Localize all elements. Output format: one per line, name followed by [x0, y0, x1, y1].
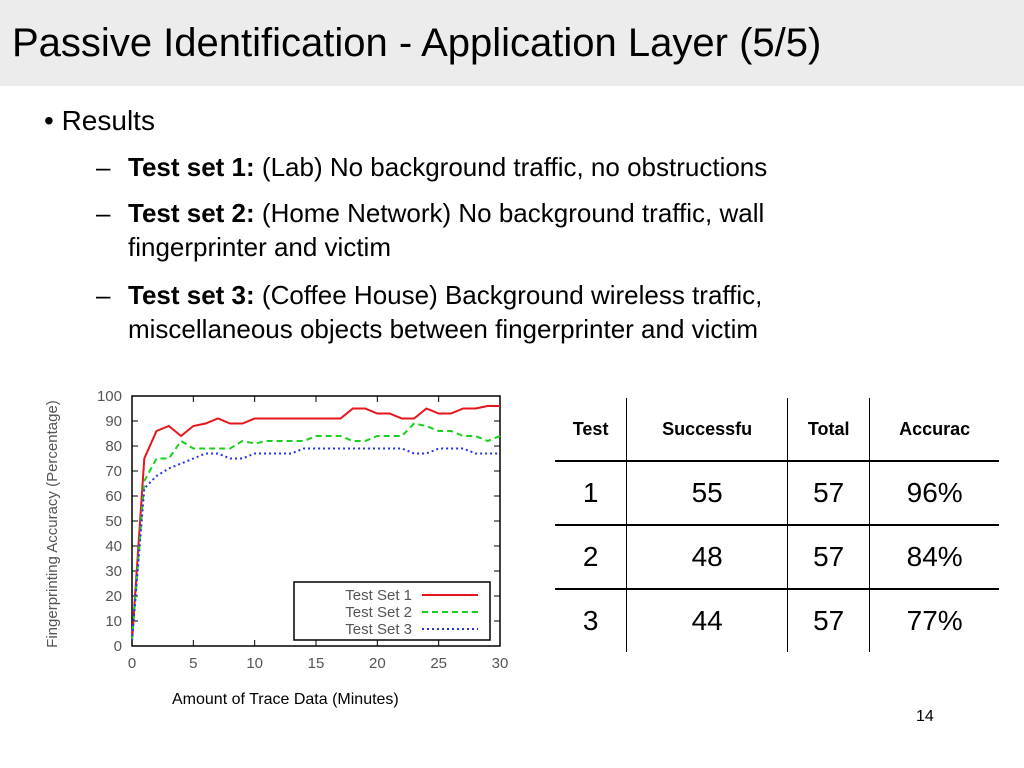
header-test: Test [555, 398, 627, 461]
test-set-1-text: (Lab) No background traffic, no obstructions [254, 152, 768, 182]
test-set-1-label: Test set 1: [128, 152, 255, 182]
dash-marker: – [96, 280, 111, 310]
y-tick-label: 60 [105, 488, 122, 505]
page-number: 14 [916, 708, 934, 725]
test-set-2-label: Test set 2: [128, 198, 255, 228]
results-table [555, 398, 999, 652]
x-tick-label: 30 [491, 655, 509, 672]
cell-total: 57 [788, 461, 870, 525]
dash-marker: – [96, 152, 111, 182]
cell-accuracy: 84% [870, 525, 999, 589]
x-tick-label: 25 [430, 655, 448, 672]
test-set-3-label: Test set 3: [128, 280, 255, 310]
cell-test: 3 [582, 605, 599, 636]
test-set-1-item [96, 150, 926, 184]
x-tick-label: 10 [246, 655, 264, 672]
y-axis-label: Fingerprinting Accuracy (Percentage) [44, 400, 61, 648]
x-tick-label: 5 [189, 655, 198, 672]
cell-accuracy: 77% [870, 589, 999, 652]
legend-label: Test Set 1 [345, 587, 412, 604]
x-tick-label: 0 [127, 655, 137, 672]
table-row [555, 461, 999, 525]
y-tick-label: 50 [105, 513, 122, 530]
test-set-3-item [96, 278, 926, 346]
y-tick-label: 30 [105, 563, 122, 580]
cell-successful: 48 [627, 525, 788, 589]
cell-successful: 55 [627, 461, 788, 525]
dash-marker: – [96, 198, 111, 228]
x-tick-label: 15 [307, 655, 325, 672]
x-axis-label: Amount of Trace Data (Minutes) [172, 691, 399, 708]
test-set-2-item [96, 196, 926, 264]
cell-test: 1 [555, 461, 627, 525]
y-tick-label: 20 [105, 588, 122, 605]
y-tick-label: 80 [105, 438, 122, 455]
y-tick-label: 100 [96, 388, 122, 405]
table-row [555, 589, 999, 652]
y-tick-label: 40 [105, 538, 122, 555]
test-set-3-text: (Coffee House) Background wireless traffic, miscellaneous objects between fingerprinter and victim [128, 280, 763, 344]
test-set-2-text: (Home Network) No background traffic, wall fingerprinter and victim [128, 198, 765, 262]
table-row [555, 525, 999, 589]
cell-total: 57 [788, 525, 870, 589]
legend-label: Test Set 3 [345, 621, 412, 638]
legend-label: Test Set 2 [345, 604, 412, 621]
title-bar [0, 0, 1024, 86]
accuracy-line-chart [36, 364, 520, 684]
y-tick-label: 90 [105, 413, 122, 430]
results-bullet: • Results [44, 105, 155, 136]
y-tick-label: 70 [105, 463, 122, 480]
header-accuracy: Accurac [870, 398, 999, 461]
y-tick-label: 0 [113, 638, 122, 655]
cell-accuracy: 96% [870, 461, 999, 525]
slide-title: Passive Identification - Application Layer (5/5) [12, 21, 822, 65]
x-tick-label: 20 [368, 655, 386, 672]
y-tick-label: 10 [105, 613, 122, 630]
header-total: Total [788, 398, 870, 461]
cell-successful: 44 [627, 589, 788, 652]
cell-test: 2 [555, 525, 627, 589]
table-header-row [555, 398, 999, 461]
header-successful: Successfu [627, 398, 788, 461]
cell-total: 57 [788, 589, 870, 652]
